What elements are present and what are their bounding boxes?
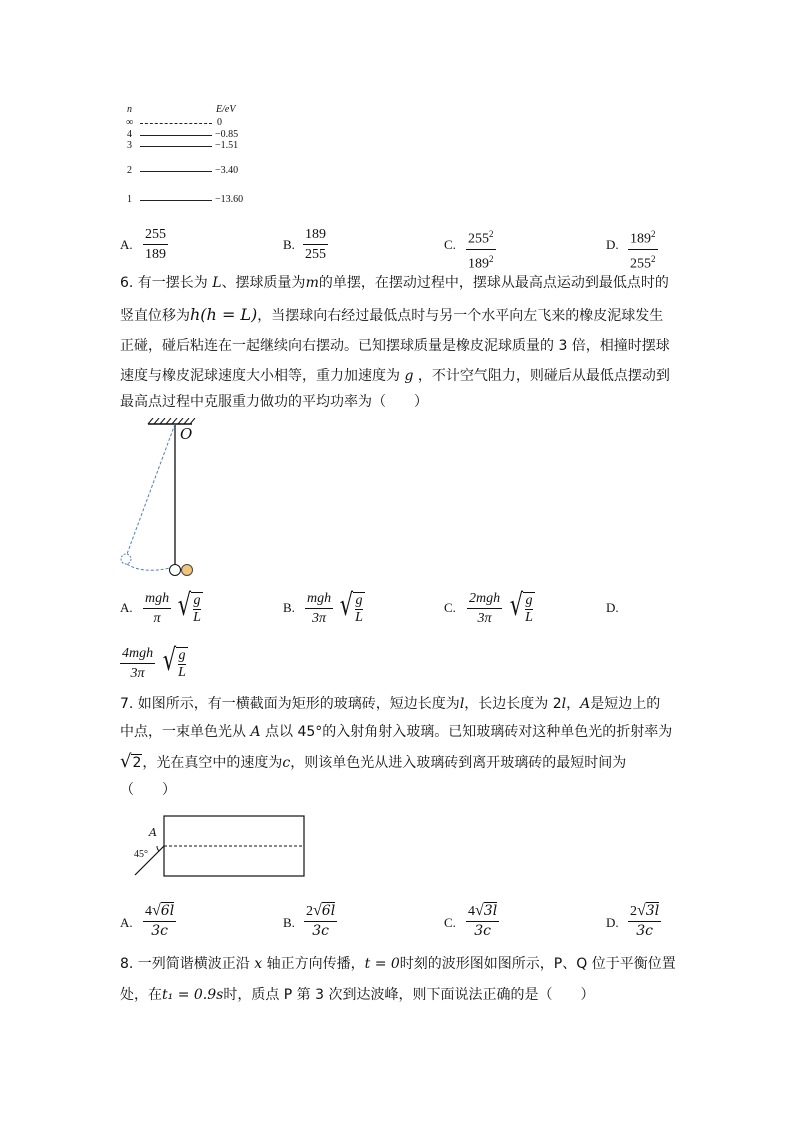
level-e-inf: 0 <box>217 117 222 128</box>
text: 的单摆，在摆动过程中，摆球从最高点运动到最低点时的 <box>318 275 669 291</box>
var-m: m <box>305 275 319 291</box>
angle-arc <box>157 846 159 851</box>
q7-line-4: （ ） <box>120 782 176 798</box>
exponent: 2 <box>651 229 656 239</box>
text: ，当摆球向右经过最低点时与另一个水平向左飞来的橡皮泥球发生 <box>257 308 664 324</box>
q6-option-c-fraction <box>467 590 502 627</box>
q6-line-5: 最高点过程中克服重力做功的平均功率为（ ） <box>120 394 428 410</box>
denominator: 189 <box>468 256 489 272</box>
var-c: c <box>282 755 291 771</box>
q8-line-2 <box>120 985 594 1005</box>
angle-label: 45° <box>134 849 148 860</box>
q6-option-b-sqrt: √ g L <box>339 588 363 625</box>
level-line-inf <box>140 123 212 124</box>
numerator: 189 <box>630 231 651 247</box>
q6-option-c-sqrt: √ g L <box>509 588 533 625</box>
q7-line-1 <box>120 694 660 714</box>
numerator: mgh <box>307 591 332 606</box>
level-e-1: −13.60 <box>215 194 244 205</box>
level-line-3 <box>140 146 212 147</box>
q7-option-b-fraction: 2√6l 3c <box>306 902 336 939</box>
e-header: E/eV <box>216 104 236 115</box>
denominator: 3c <box>636 923 653 939</box>
level-e-2: −3.40 <box>215 165 239 176</box>
level-line-2 <box>140 171 212 172</box>
sqrt-2-radicand: 2 <box>132 755 142 771</box>
coefficient: 2 <box>630 904 637 919</box>
text: 、摆球质量为 <box>221 275 306 291</box>
coefficient: 2 <box>306 904 313 919</box>
denominator: 3c <box>151 923 168 939</box>
text: 时，质点 P 第 3 次到达波峰，则下面说法正确的是（ ） <box>223 987 595 1003</box>
exponent: 2 <box>651 253 656 264</box>
q5-option-d-fraction <box>628 226 658 272</box>
text: ，光在真空中的速度为 <box>142 755 283 771</box>
sqrt-sign: √ <box>120 751 132 772</box>
numerator: g <box>178 648 186 663</box>
point-A-label: A <box>149 826 157 839</box>
level-n-3: 3 <box>127 140 132 151</box>
denominator: L <box>193 610 201 625</box>
q7-option-a-label: A. <box>120 915 133 930</box>
q7-option-d-fraction: 2√3l 3c <box>630 902 660 939</box>
denominator: 3c <box>474 923 491 939</box>
numerator: g <box>355 593 363 608</box>
text: 6. 有一摆长为 <box>120 275 208 291</box>
level-n-1: 1 <box>127 194 132 205</box>
denominator: L <box>178 665 186 680</box>
numerator: 255 <box>468 231 489 247</box>
numerator: 4mgh <box>122 646 154 661</box>
denominator: L <box>355 610 363 625</box>
q7-option-b-label: B. <box>283 915 295 930</box>
coefficient: 4 <box>145 904 152 919</box>
var-g: g <box>404 368 414 384</box>
text: ，不计空气阻力，则碰后从最低点摆动到 <box>417 368 670 384</box>
text: ，则该单色光从进入玻璃砖到离开玻璃砖的最短时间为 <box>290 755 627 771</box>
text: 处，在 <box>120 987 162 1003</box>
exponent: 2 <box>489 229 494 239</box>
denominator: π <box>153 611 161 626</box>
q5-option-b-label: B. <box>283 237 295 252</box>
text: 竖直位移为 <box>120 308 190 324</box>
swing-arc <box>127 564 170 570</box>
var-l: l <box>561 696 567 712</box>
pivot-label: O <box>180 425 193 443</box>
numerator: 189 <box>305 227 326 242</box>
text: ，长边长度为 2 <box>464 696 562 712</box>
text: 中点，一束单色光从 <box>120 724 246 740</box>
q6-option-d-label: D. <box>606 600 619 615</box>
denominator: 3π <box>312 611 327 626</box>
numerator: 255 <box>145 227 166 242</box>
exponent: 2 <box>489 253 494 264</box>
level-line-4 <box>140 135 212 136</box>
level-n-4: 4 <box>127 129 132 140</box>
ceiling-hatch <box>148 418 195 424</box>
string-displaced <box>127 424 175 554</box>
q6-line-2 <box>120 305 663 326</box>
var-A: A <box>250 724 261 740</box>
denominator: 255 <box>630 256 651 272</box>
q6-option-a-label: A. <box>120 600 133 615</box>
q5-option-d-label: D. <box>606 237 619 252</box>
q6-line-4 <box>120 366 670 386</box>
level-e-4: −0.85 <box>215 129 239 140</box>
ball-displaced <box>121 554 131 564</box>
q6-option-a-fraction <box>143 590 171 627</box>
denominator: 255 <box>305 247 326 262</box>
level-line-1 <box>140 200 212 201</box>
level-n-2: 2 <box>127 165 132 176</box>
text: 速度与橡皮泥球速度大小相等，重力加速度为 <box>120 368 400 384</box>
denominator: 189 <box>145 247 166 262</box>
n-header: n <box>127 104 132 115</box>
denominator: 3π <box>477 611 492 626</box>
q6-option-d-sqrt: √ g L <box>162 643 186 680</box>
numerator: g <box>525 593 533 608</box>
q5-option-c-fraction <box>466 226 496 272</box>
q7-option-c-label: C. <box>444 915 456 930</box>
denominator: 3π <box>130 666 145 681</box>
text: 8. 一列简谐横波正沿 <box>120 956 250 972</box>
q5-option-c-label: C. <box>444 237 456 252</box>
var-l: l <box>459 696 465 712</box>
text: 时刻的波形图如图所示，P、Q 位于平衡位置 <box>399 956 676 972</box>
q7-option-a-fraction: 4√6l 3c <box>145 902 175 939</box>
h-expression: h(h = L) <box>190 305 258 324</box>
numerator: g <box>193 593 201 608</box>
var-L: L <box>212 275 222 291</box>
q6-option-c-label: C. <box>444 600 456 615</box>
q5-option-b-fraction <box>303 226 328 263</box>
numerator: 2mgh <box>469 591 501 606</box>
q7-option-d-label: D. <box>606 915 619 930</box>
q5-option-a-label: A. <box>120 237 133 252</box>
t1-value: t₁ = 0.9s <box>162 987 224 1003</box>
radicand: 3l <box>483 903 498 919</box>
level-e-3: −1.51 <box>215 140 239 151</box>
level-n-inf: ∞ <box>126 117 134 128</box>
text: 是短边上的 <box>590 696 661 712</box>
clay-ball <box>182 565 193 576</box>
text: 点以 45°的入射角射入玻璃。已知玻璃砖对这种单色光的折射率为 <box>265 724 673 740</box>
q6-line-3: 正碰，碰后粘连在一起继续向右摆动。已知摆球质量是橡皮泥球质量的 3 倍，相撞时摆球 <box>120 338 670 354</box>
q8-line-1 <box>120 954 676 974</box>
glass-brick-figure <box>125 810 310 880</box>
numerator: mgh <box>145 591 170 606</box>
q7-option-c-fraction: 4√3l 3c <box>468 902 498 939</box>
pendulum-ball <box>170 565 181 576</box>
radicand: 3l <box>645 903 660 919</box>
q5-option-a-fraction <box>143 226 168 263</box>
radicand: 6l <box>321 903 336 919</box>
q6-option-d-fraction <box>120 645 155 682</box>
coefficient: 4 <box>468 904 475 919</box>
var-A: A <box>580 696 591 712</box>
var-x: x <box>254 956 263 972</box>
text: 轴正方向传播， <box>266 956 365 972</box>
q6-option-b-fraction <box>305 590 333 627</box>
text: ， <box>566 696 581 712</box>
radicand: 6l <box>160 903 175 919</box>
q7-line-2 <box>120 722 672 742</box>
q6-option-a-sqrt: √ g L <box>177 588 201 625</box>
q6-line-1 <box>120 273 669 293</box>
q7-line-3 <box>120 752 626 773</box>
text: 7. 如图所示，有一横截面为矩形的玻璃砖，短边长度为 <box>120 696 460 712</box>
denominator: 3c <box>312 923 329 939</box>
denominator: L <box>525 610 533 625</box>
q6-option-b-label: B. <box>283 600 295 615</box>
t-equals-zero: t = 0 <box>364 956 400 972</box>
